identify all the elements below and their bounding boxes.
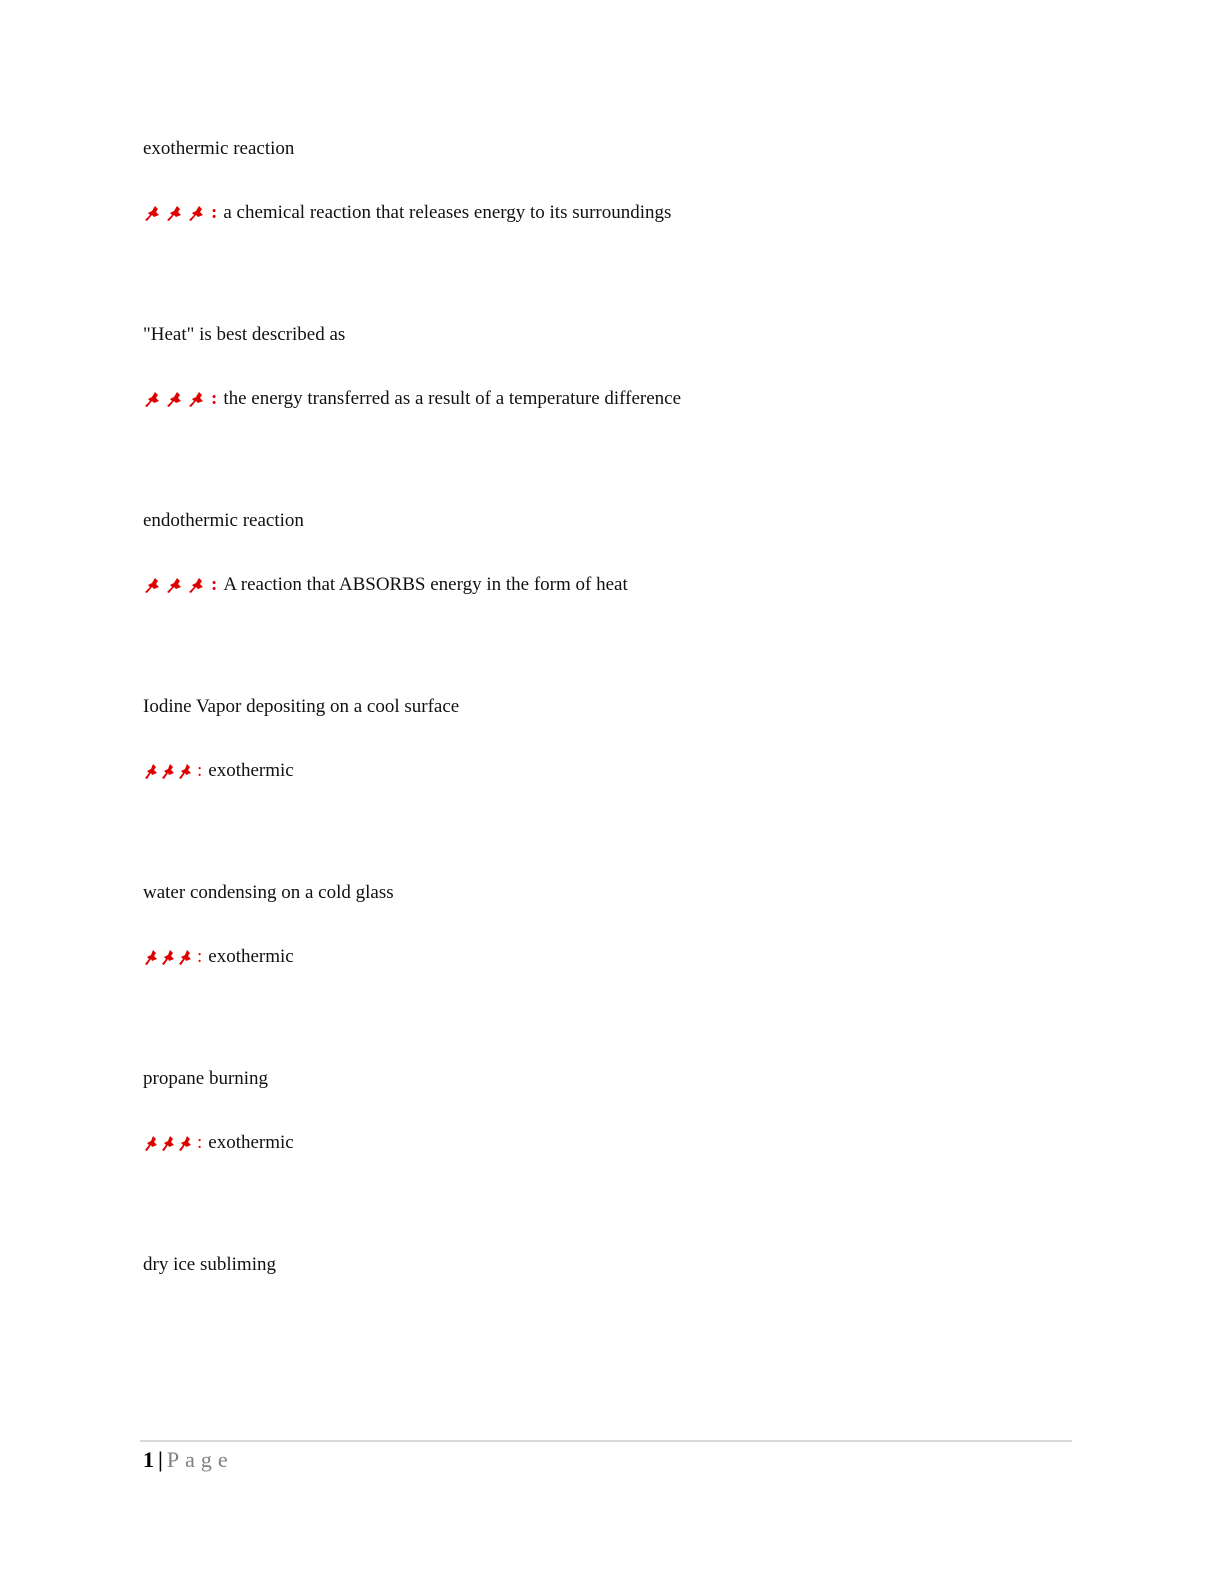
red-pushpin-icon — [143, 760, 195, 782]
marker-colon: : — [197, 1132, 203, 1153]
page-number: 1 — [143, 1447, 154, 1472]
answer-text: exothermic — [208, 760, 294, 781]
question-term: endothermic reaction — [143, 510, 304, 531]
red-pushpin-icon — [143, 574, 209, 596]
question-term: water condensing on a cold glass — [143, 882, 394, 903]
question-term: dry ice subliming — [143, 1254, 276, 1275]
answer-line — [143, 1131, 294, 1155]
question-term: Iodine Vapor depositing on a cool surface — [143, 696, 460, 717]
answer-line — [143, 945, 294, 969]
red-pushpin-icon — [143, 202, 209, 224]
answer-text: a chemical reaction that releases energy to its surroundings — [223, 202, 672, 223]
answer-text: exothermic — [208, 946, 294, 967]
answer-line — [143, 201, 671, 225]
answer-marker — [143, 387, 217, 411]
answer-text: exothermic — [208, 1132, 294, 1153]
answer-marker — [143, 573, 217, 597]
answer-text: A reaction that ABSORBS energy in the form of heat — [223, 574, 628, 595]
marker-colon: : — [211, 202, 218, 223]
answer-line — [143, 573, 628, 597]
page-footer — [143, 1446, 234, 1474]
marker-colon: : — [197, 946, 203, 967]
answer-marker — [143, 759, 202, 783]
question-term: propane burning — [143, 1068, 269, 1089]
marker-colon: : — [197, 760, 203, 781]
marker-colon: : — [211, 388, 218, 409]
answer-line — [143, 759, 294, 783]
marker-colon: : — [211, 574, 218, 595]
red-pushpin-icon — [143, 1132, 195, 1154]
answer-marker — [143, 201, 217, 225]
question-term: "Heat" is best described as — [143, 324, 346, 345]
answer-marker — [143, 945, 202, 969]
answer-text: the energy transferred as a result of a temperature difference — [223, 388, 682, 409]
red-pushpin-icon — [143, 388, 209, 410]
page-label: Page — [166, 1447, 234, 1472]
question-term: exothermic reaction — [143, 138, 295, 159]
footer-separator: | — [158, 1447, 163, 1472]
answer-marker — [143, 1131, 202, 1155]
footer-divider — [140, 1440, 1072, 1442]
answer-line — [143, 387, 681, 411]
red-pushpin-icon — [143, 946, 195, 968]
